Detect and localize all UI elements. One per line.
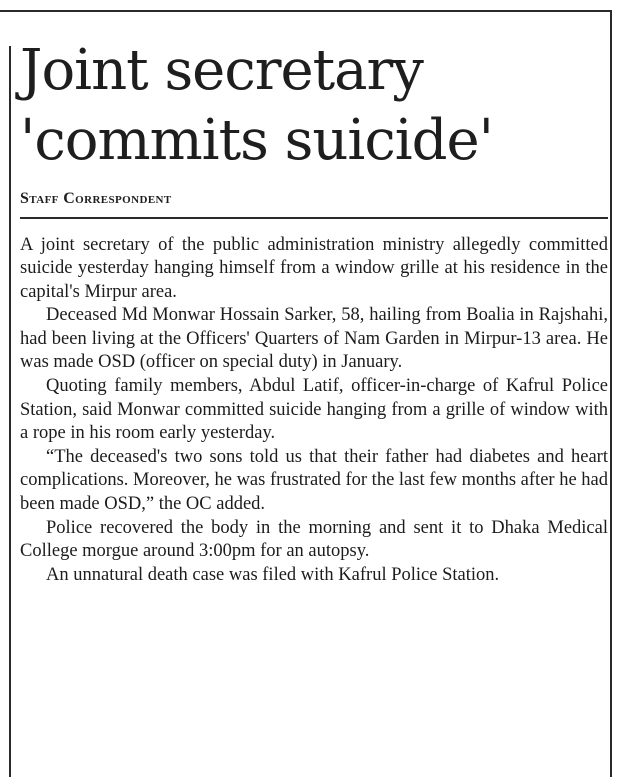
news-article <box>20 36 608 587</box>
article-body <box>20 234 608 588</box>
article-paragraph: Police recovered the body in the morning and sent it to Dhaka Medical College morgue around 3:00pm for an autopsy. <box>20 517 608 562</box>
article-paragraph: A joint secretary of the public administration ministry allegedly committed suicide yesterday hanging himself from a window grille at his residence in the capital's Mirpur area. <box>20 234 608 302</box>
article-byline: Staff Correspondent <box>20 190 172 207</box>
right-border-rule <box>610 10 612 777</box>
article-paragraph: Quoting family members, Abdul Latif, officer-in-charge of Kafrul Police Station, said Monwar committed suicide hanging from a grille of window with a rope in his room early yesterday. <box>20 376 608 444</box>
article-paragraph: An unnatural death case was filed with Kafrul Police Station. <box>46 564 500 585</box>
left-column-rule <box>9 46 11 777</box>
byline-divider <box>20 217 608 219</box>
top-border-rule <box>0 10 611 12</box>
article-paragraph: Deceased Md Monwar Hossain Sarker, 58, hailing from Boalia in Rajshahi, had been living at the Officers' Quarters of Nam Garden in Mirpur-13 area. He was made OSD (officer on special duty) in January. <box>20 305 608 373</box>
article-paragraph: “The deceased's two sons told us that their father had diabetes and heart complications. Moreover, he was frustrated for the last few months after he had been made OSD,” the OC added. <box>20 446 608 515</box>
article-headline <box>20 36 608 176</box>
headline-line-1: Joint secretary <box>20 38 423 103</box>
headline-line-2: 'commits suicide' <box>20 108 493 173</box>
